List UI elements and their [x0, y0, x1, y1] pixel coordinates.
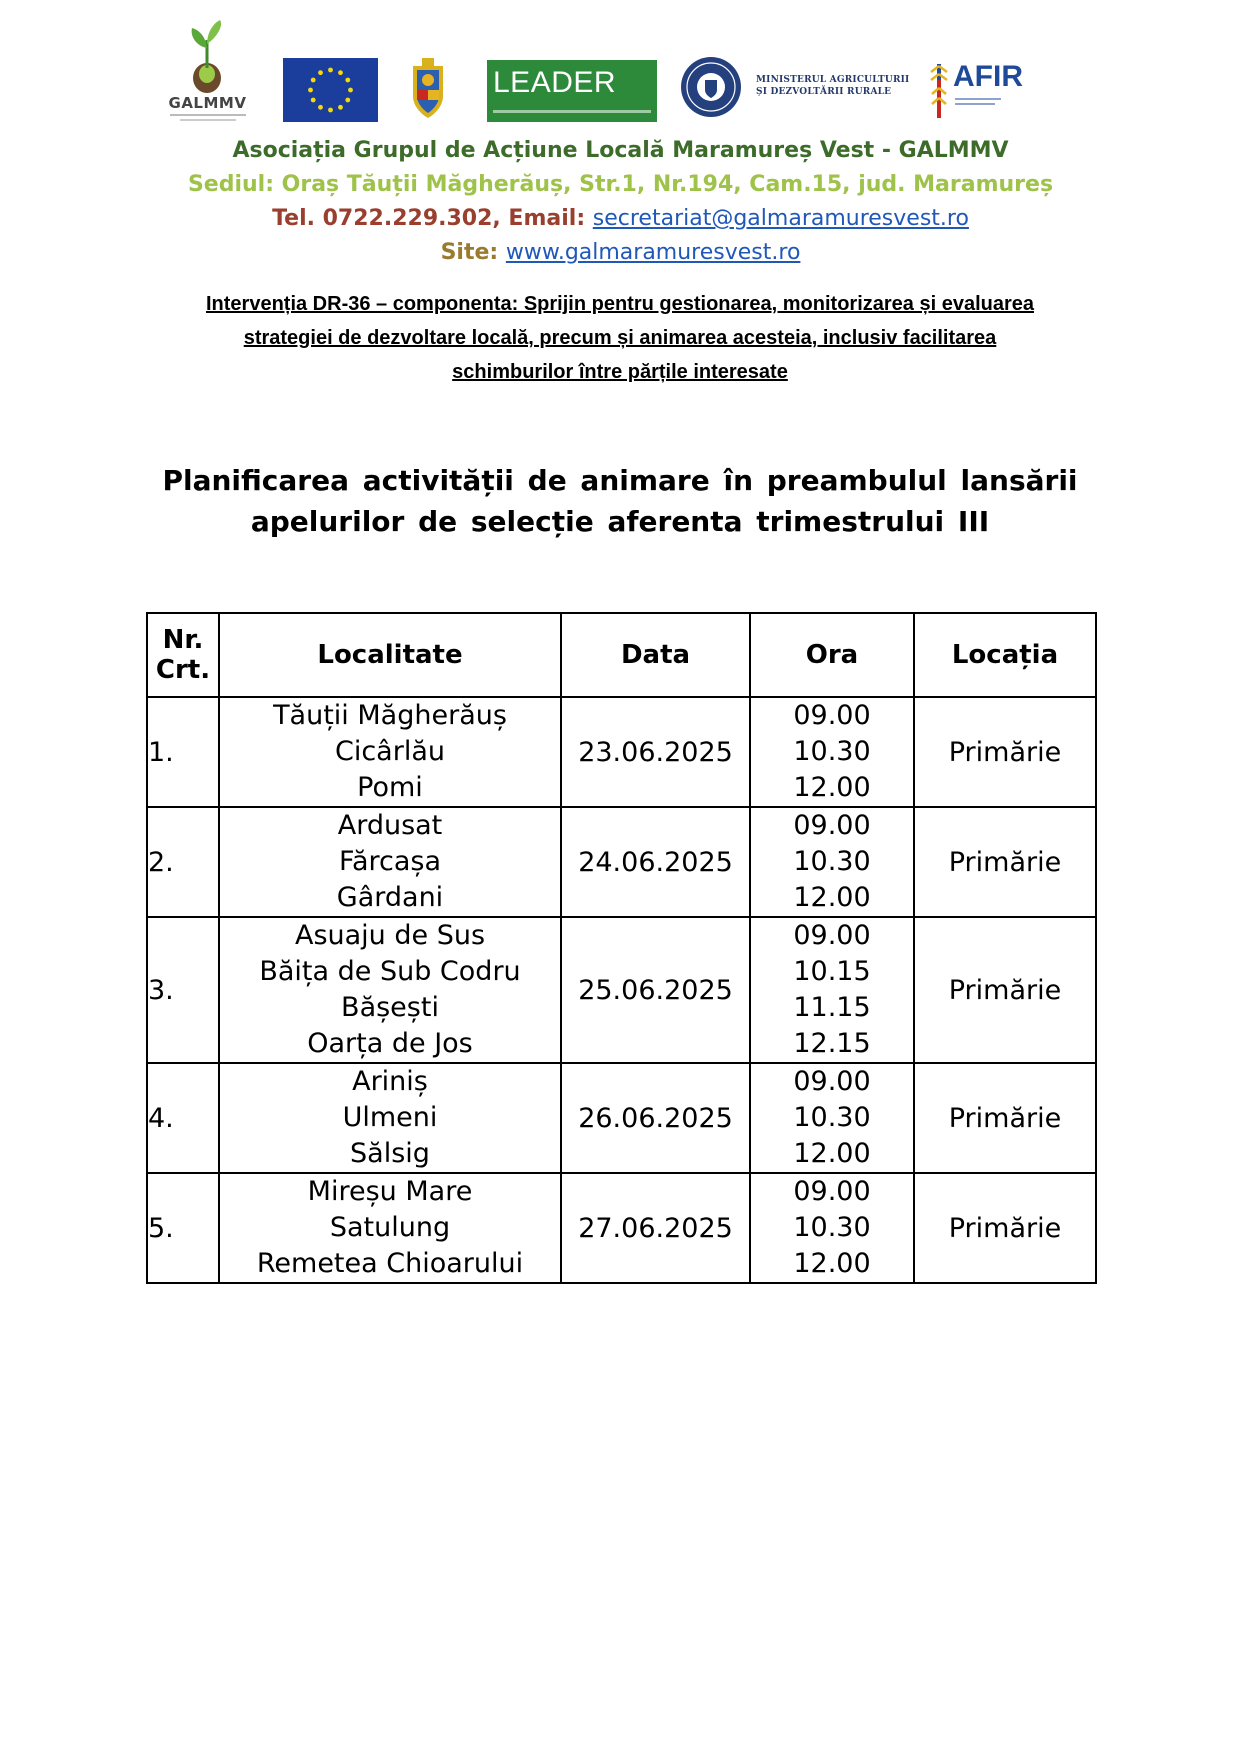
time-value: 10.30: [793, 1212, 871, 1243]
sprout-icon: [160, 18, 255, 94]
time-value: 09.00: [793, 1176, 871, 1207]
galmmv-wordmark: GALMMV: [168, 94, 247, 112]
cell-localitate: [219, 697, 561, 807]
cell-locatia: Primărie: [914, 807, 1096, 917]
header-data: Data: [561, 613, 750, 697]
association-site: [0, 240, 1241, 265]
table-row: [147, 1173, 1096, 1283]
association-contact: [0, 206, 1241, 231]
cell-ora: [750, 917, 914, 1063]
cell-data: 24.06.2025: [561, 807, 750, 917]
association-address: Sediul: Oraș Tăuții Măgherăuș, Str.1, Nr.194, Cam.15, jud. Maramureș: [187, 172, 1054, 197]
locality-name: Asuaju de Sus: [294, 920, 486, 951]
locality-name: Băița de Sub Codru: [259, 956, 521, 987]
locality-name: Cicârlău: [334, 736, 445, 767]
government-seal-icon: [680, 56, 742, 118]
locality-name: Gârdani: [336, 882, 444, 913]
cell-localitate: [219, 807, 561, 917]
galmmv-logo: [160, 18, 255, 128]
cell-locatia: Primărie: [914, 1063, 1096, 1173]
cell-localitate: [219, 1063, 561, 1173]
table-body: [147, 697, 1096, 1283]
header-localitate: Localitate: [219, 613, 561, 697]
time-value: 12.15: [793, 1028, 871, 1059]
email-link[interactable]: secretariat@galmaramuresvest.ro: [592, 206, 969, 231]
leader-logo: [487, 60, 657, 122]
romania-coat-of-arms-logo: [405, 56, 451, 122]
cell-data: 27.06.2025: [561, 1173, 750, 1283]
time-value: 10.30: [793, 1102, 871, 1133]
header-nr-line2: Crt.: [155, 655, 211, 685]
schedule-table: [146, 612, 1097, 1284]
table-row: [147, 697, 1096, 807]
header-nr-line1: Nr.: [162, 625, 204, 655]
cell-data: 25.06.2025: [561, 917, 750, 1063]
locality-name: Ulmeni: [342, 1102, 438, 1133]
cell-ora: [750, 697, 914, 807]
site-label: Site:: [440, 240, 506, 265]
cell-nr: 3.: [147, 917, 219, 1063]
ministry-line1: MINISTERUL AGRICULTURII: [756, 75, 910, 85]
time-value: 11.15: [793, 992, 871, 1023]
association-name: Asociația Grupul de Acțiune Locală Maramureș Vest - GALMMV: [232, 138, 1009, 163]
coat-of-arms-icon: [405, 56, 451, 122]
time-value: 12.00: [793, 1138, 871, 1169]
title-line2: apelurilor de selecție aferenta trimestrului III: [250, 505, 990, 538]
title-line1: Planificarea activității de animare în preambulul lansării: [162, 464, 1078, 497]
table-row: [147, 1063, 1096, 1173]
site-link[interactable]: www.galmaramuresvest.ro: [505, 240, 801, 265]
table-row: [147, 917, 1096, 1063]
leader-wordmark: LEADER: [493, 66, 617, 99]
intervention-heading: [150, 287, 1090, 389]
time-value: 09.00: [793, 920, 871, 951]
ministry-line2: ȘI DEZVOLTĂRII RURALE: [756, 87, 892, 97]
cell-localitate: [219, 1173, 561, 1283]
document-title: [150, 460, 1090, 542]
cell-nr: 2.: [147, 807, 219, 917]
time-value: 10.30: [793, 736, 871, 767]
locality-name: Remetea Chioarului: [256, 1248, 524, 1279]
tel-label: Tel. 0722.229.302, Email:: [272, 206, 593, 231]
header-ora: Ora: [750, 613, 914, 697]
cell-nr: 5.: [147, 1173, 219, 1283]
locality-name: Sălsig: [350, 1138, 430, 1169]
cell-locatia: Primărie: [914, 697, 1096, 807]
time-value: 09.00: [793, 700, 871, 731]
intervention-line3: schimburilor între părțile interesate: [452, 361, 788, 383]
locality-name: Pomi: [357, 772, 423, 803]
afir-wordmark: AFIR: [953, 60, 1023, 93]
cell-ora: [750, 1173, 914, 1283]
locality-name: Satulung: [329, 1212, 451, 1243]
locality-name: Tăuții Măgherăuș: [273, 700, 507, 731]
cell-localitate: [219, 917, 561, 1063]
locality-name: Ardusat: [337, 810, 443, 841]
intervention-line1: Intervenția DR-36 – componenta: Sprijin pentru gestionarea, monitorizarea și evaluarea: [205, 293, 1034, 315]
eu-stars-icon: [283, 58, 378, 122]
locality-name: Oarța de Jos: [307, 1028, 473, 1059]
cell-ora: [750, 1063, 914, 1173]
table-header-row: [147, 613, 1096, 697]
time-value: 10.30: [793, 846, 871, 877]
cell-locatia: Primărie: [914, 917, 1096, 1063]
galmmv-tagline: [164, 113, 252, 125]
afir-tagline: [955, 96, 1015, 116]
header-locatia: Locația: [914, 613, 1096, 697]
intervention-line2: strategiei de dezvoltare locală, precum și animarea acesteia, inclusiv facilitarea: [243, 327, 997, 349]
time-value: 12.00: [793, 882, 871, 913]
romanian-government-logo: [680, 56, 742, 118]
cell-nr: 1.: [147, 697, 219, 807]
time-value: 09.00: [793, 1066, 871, 1097]
wheat-icon: [928, 58, 950, 120]
locality-name: Fărcașa: [338, 846, 442, 877]
ministry-name: [756, 74, 916, 98]
cell-data: 26.06.2025: [561, 1063, 750, 1173]
eu-flag-logo: [283, 58, 378, 122]
cell-ora: [750, 807, 914, 917]
time-value: 12.00: [793, 772, 871, 803]
afir-symbol: [928, 58, 950, 120]
cell-data: 23.06.2025: [561, 697, 750, 807]
logos-row: [150, 18, 1030, 128]
header-nr: [147, 613, 219, 697]
time-value: 10.15: [793, 956, 871, 987]
leader-tagline: [493, 110, 651, 113]
locality-name: Mireșu Mare: [307, 1176, 473, 1207]
cell-locatia: Primărie: [914, 1173, 1096, 1283]
time-value: 12.00: [793, 1248, 871, 1279]
locality-name: Bășești: [341, 992, 439, 1023]
table-row: [147, 807, 1096, 917]
cell-nr: 4.: [147, 1063, 219, 1173]
locality-name: Ariniș: [352, 1066, 428, 1097]
time-value: 09.00: [793, 810, 871, 841]
